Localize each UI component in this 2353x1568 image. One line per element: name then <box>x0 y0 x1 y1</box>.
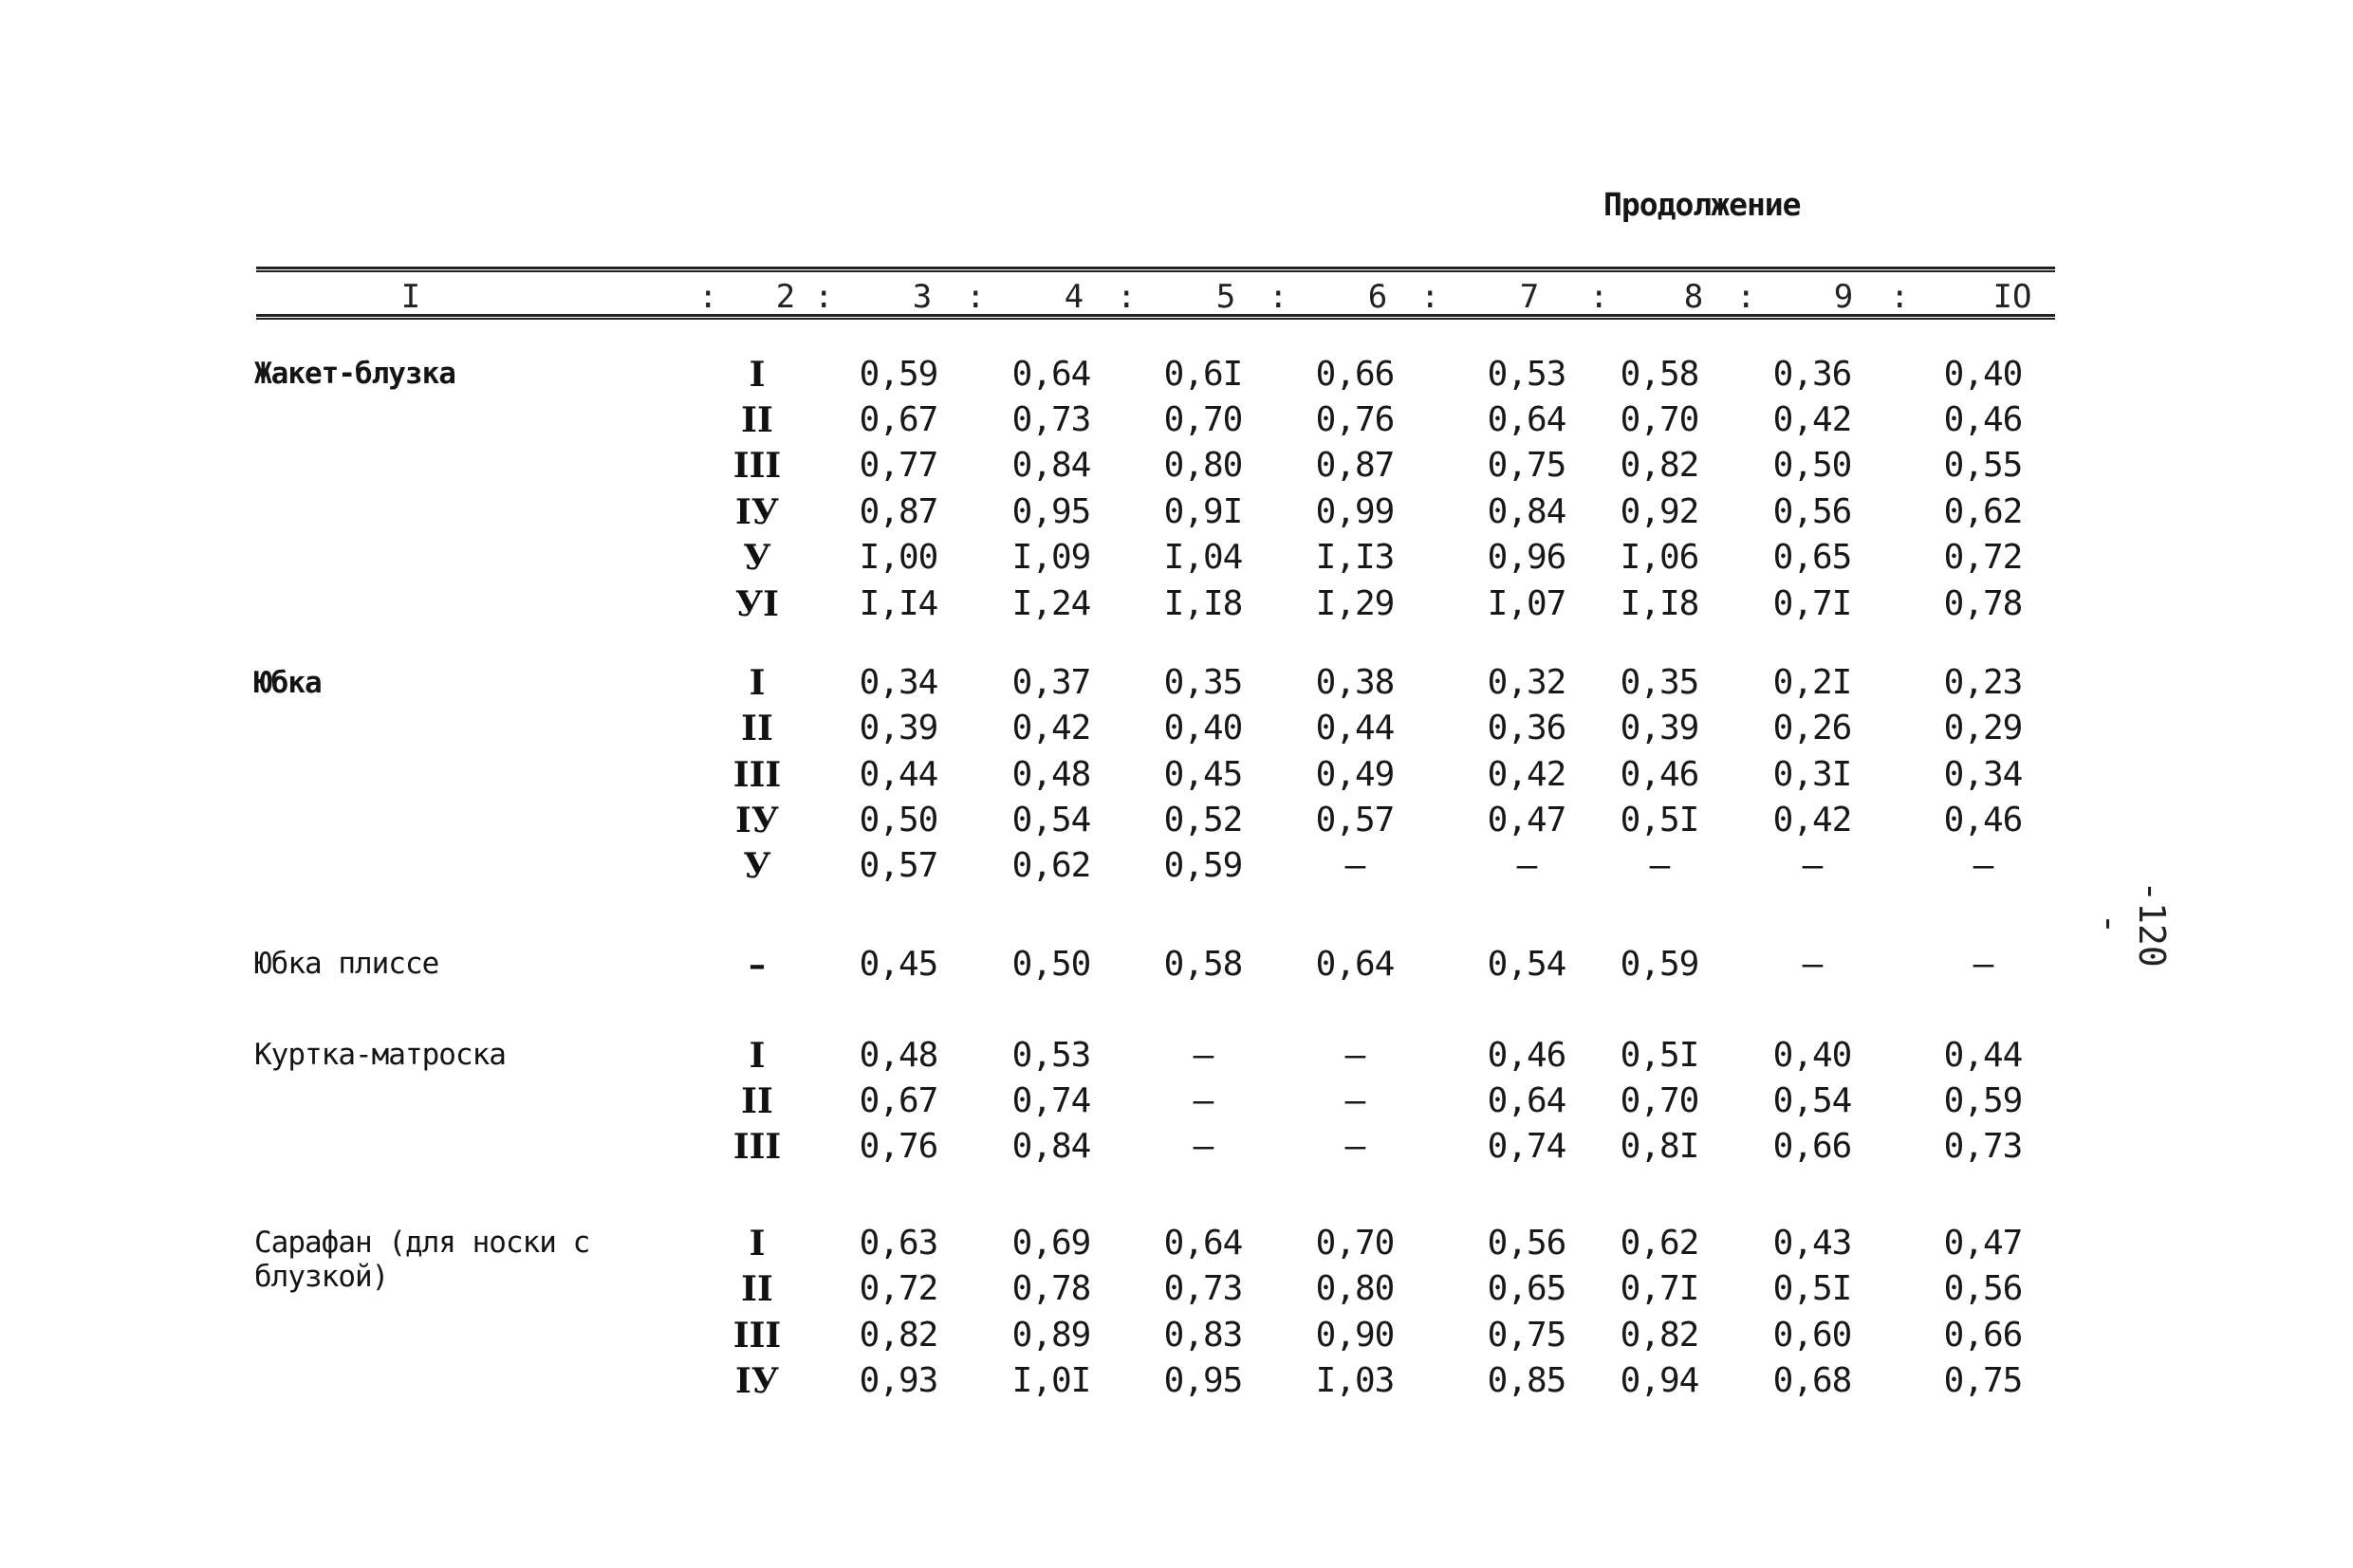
value-cell: 0,83 <box>1163 1316 1243 1355</box>
value-cell: 0,44 <box>859 755 938 794</box>
value-cell: 0,36 <box>1772 355 1852 394</box>
size-cell: II <box>741 709 773 748</box>
size-cell: III <box>732 1316 782 1356</box>
row-group-label: Юбка плиссе <box>254 947 439 981</box>
value-cell: 0,87 <box>1315 446 1395 485</box>
value-cell: – <box>1193 1081 1214 1120</box>
size-cell: III <box>732 446 782 486</box>
value-cell: 0,29 <box>1943 709 2023 747</box>
size-cell: III <box>732 755 782 795</box>
value-cell: 0,64 <box>1487 1081 1566 1120</box>
value-cell: 0,53 <box>1487 355 1566 394</box>
value-cell: I,0I <box>1011 1361 1091 1400</box>
value-cell: 0,54 <box>1772 1081 1852 1120</box>
value-cell: 0,87 <box>859 492 938 531</box>
column-header-7: 7 <box>1519 278 1540 316</box>
value-cell: – <box>1344 1127 1365 1166</box>
column-header-4: 4 <box>1064 278 1084 316</box>
value-cell: – <box>1802 846 1823 885</box>
value-cell: 0,65 <box>1487 1269 1566 1308</box>
value-cell: I,09 <box>1011 538 1091 577</box>
value-cell: 0,46 <box>1943 801 2023 839</box>
value-cell: 0,5I <box>1620 1036 1699 1075</box>
continued-heading: Продолжение <box>1603 186 1801 223</box>
size-cell: II <box>741 1269 773 1309</box>
value-cell: – <box>1193 1036 1214 1075</box>
value-cell: 0,45 <box>1163 755 1243 794</box>
value-cell: – <box>1344 1036 1365 1075</box>
column-separator: : <box>1890 278 1910 316</box>
column-header-9: 9 <box>1833 278 1854 316</box>
column-separator: : <box>814 278 834 316</box>
value-cell: 0,47 <box>1487 801 1566 839</box>
value-cell: 0,40 <box>1163 709 1243 747</box>
value-cell: 0,3I <box>1772 755 1852 794</box>
value-cell: 0,74 <box>1487 1127 1566 1166</box>
value-cell: 0,70 <box>1315 1224 1395 1263</box>
value-cell: 0,7I <box>1772 584 1852 623</box>
value-cell: 0,59 <box>1620 945 1699 984</box>
value-cell: 0,39 <box>859 709 938 747</box>
value-cell: 0,44 <box>1943 1036 2023 1075</box>
value-cell: 0,59 <box>1943 1081 2023 1120</box>
header-bottom-rule <box>256 314 2055 317</box>
value-cell: 0,67 <box>859 1081 938 1120</box>
value-cell: 0,44 <box>1315 709 1395 747</box>
value-cell: 0,80 <box>1315 1269 1395 1308</box>
value-cell: 0,64 <box>1011 355 1091 394</box>
value-cell: 0,48 <box>1011 755 1091 794</box>
value-cell: 0,75 <box>1943 1361 2023 1400</box>
value-cell: 0,70 <box>1163 400 1243 439</box>
header-bottom-rule-inner <box>256 318 2055 320</box>
value-cell: 0,63 <box>859 1224 938 1263</box>
value-cell: 0,57 <box>859 846 938 885</box>
value-cell: 0,35 <box>1163 663 1243 702</box>
value-cell: – <box>1193 1127 1214 1166</box>
value-cell: 0,82 <box>1620 446 1699 485</box>
value-cell: 0,72 <box>859 1269 938 1308</box>
size-cell: I <box>749 1036 766 1076</box>
size-cell: IУ <box>734 492 780 532</box>
value-cell: 0,34 <box>1943 755 2023 794</box>
value-cell: 0,82 <box>859 1316 938 1355</box>
value-cell: 0,90 <box>1315 1316 1395 1355</box>
value-cell: 0,96 <box>1487 538 1566 577</box>
row-group-label: Сарафан (для носки с блузкой) <box>254 1226 590 1294</box>
value-cell: 0,73 <box>1163 1269 1243 1308</box>
value-cell: 0,50 <box>859 801 938 839</box>
value-cell: I,I8 <box>1620 584 1699 623</box>
column-separator: : <box>1420 278 1440 316</box>
value-cell: 0,89 <box>1011 1316 1091 1355</box>
value-cell: 0,84 <box>1487 492 1566 531</box>
value-cell: 0,37 <box>1011 663 1091 702</box>
value-cell: – <box>1973 945 1993 984</box>
size-cell: У <box>743 846 771 886</box>
value-cell: – <box>1802 945 1823 984</box>
value-cell: 0,50 <box>1772 446 1852 485</box>
value-cell: 0,6I <box>1163 355 1243 394</box>
value-cell: 0,66 <box>1772 1127 1852 1166</box>
value-cell: 0,9I <box>1163 492 1243 531</box>
column-separator: : <box>1736 278 1756 316</box>
header-top-rule <box>256 267 2055 269</box>
value-cell: 0,38 <box>1315 663 1395 702</box>
value-cell: – <box>1344 846 1365 885</box>
value-cell: 0,5I <box>1772 1269 1852 1308</box>
column-header-3: 3 <box>912 278 933 316</box>
value-cell: 0,57 <box>1315 801 1395 839</box>
value-cell: 0,49 <box>1315 755 1395 794</box>
value-cell: 0,94 <box>1620 1361 1699 1400</box>
column-header-2: 2 <box>775 278 796 316</box>
value-cell: 0,43 <box>1772 1224 1852 1263</box>
value-cell: 0,59 <box>1163 846 1243 885</box>
value-cell: 0,68 <box>1772 1361 1852 1400</box>
value-cell: 0,56 <box>1943 1269 2023 1308</box>
value-cell: 0,66 <box>1943 1316 2023 1355</box>
value-cell: 0,23 <box>1943 663 2023 702</box>
value-cell: 0,54 <box>1011 801 1091 839</box>
value-cell: 0,58 <box>1163 945 1243 984</box>
value-cell: 0,53 <box>1011 1036 1091 1075</box>
value-cell: I,I8 <box>1163 584 1243 623</box>
value-cell: 0,7I <box>1620 1269 1699 1308</box>
value-cell: 0,40 <box>1943 355 2023 394</box>
column-header-8: 8 <box>1683 278 1704 316</box>
value-cell: 0,8I <box>1620 1127 1699 1166</box>
value-cell: 0,85 <box>1487 1361 1566 1400</box>
value-cell: 0,64 <box>1315 945 1395 984</box>
value-cell: I,06 <box>1620 538 1699 577</box>
value-cell: 0,46 <box>1487 1036 1566 1075</box>
size-cell: I <box>749 1224 766 1264</box>
value-cell: 0,47 <box>1943 1224 2023 1263</box>
value-cell: 0,34 <box>859 663 938 702</box>
value-cell: 0,59 <box>859 355 938 394</box>
value-cell: I,I3 <box>1315 538 1395 577</box>
column-separator: : <box>1589 278 1609 316</box>
value-cell: 0,64 <box>1487 400 1566 439</box>
column-separator: : <box>698 278 718 316</box>
header-top-rule-inner <box>256 270 2055 272</box>
value-cell: 0,42 <box>1772 400 1852 439</box>
value-cell: 0,82 <box>1620 1316 1699 1355</box>
value-cell: 0,35 <box>1620 663 1699 702</box>
value-cell: 0,69 <box>1011 1224 1091 1263</box>
size-cell: У <box>743 538 771 578</box>
value-cell: 0,95 <box>1011 492 1091 531</box>
column-header-6: 6 <box>1367 278 1388 316</box>
value-cell: 0,95 <box>1163 1361 1243 1400</box>
size-cell: I <box>749 355 766 395</box>
value-cell: 0,76 <box>1315 400 1395 439</box>
value-cell: 0,73 <box>1011 400 1091 439</box>
value-cell: 0,92 <box>1620 492 1699 531</box>
value-cell: 0,73 <box>1943 1127 2023 1166</box>
column-header-5: 5 <box>1215 278 1236 316</box>
value-cell: 0,50 <box>1011 945 1091 984</box>
value-cell: I,03 <box>1315 1361 1395 1400</box>
value-cell: 0,48 <box>859 1036 938 1075</box>
value-cell: I,07 <box>1487 584 1566 623</box>
value-cell: 0,5I <box>1620 801 1699 839</box>
value-cell: – <box>1344 1081 1365 1120</box>
value-cell: I,00 <box>859 538 938 577</box>
value-cell: 0,77 <box>859 446 938 485</box>
column-header-10: IO <box>1992 278 2032 316</box>
value-cell: 0,80 <box>1163 446 1243 485</box>
value-cell: 0,84 <box>1011 446 1091 485</box>
size-cell: II <box>741 1081 773 1121</box>
value-cell: 0,2I <box>1772 663 1852 702</box>
size-cell: III <box>732 1127 782 1167</box>
value-cell: 0,39 <box>1620 709 1699 747</box>
size-cell: IУ <box>734 801 780 840</box>
column-separator: : <box>966 278 986 316</box>
value-cell: 0,52 <box>1163 801 1243 839</box>
value-cell: 0,40 <box>1772 1036 1852 1075</box>
value-cell: 0,46 <box>1943 400 2023 439</box>
value-cell: 0,42 <box>1487 755 1566 794</box>
column-header-1: I <box>400 278 421 316</box>
value-cell: 0,54 <box>1487 945 1566 984</box>
value-cell: 0,74 <box>1011 1081 1091 1120</box>
value-cell: 0,99 <box>1315 492 1395 531</box>
value-cell: 0,42 <box>1772 801 1852 839</box>
value-cell: 0,58 <box>1620 355 1699 394</box>
size-cell: – <box>749 945 766 985</box>
value-cell: 0,64 <box>1163 1224 1243 1263</box>
value-cell: I,04 <box>1163 538 1243 577</box>
value-cell: 0,75 <box>1487 446 1566 485</box>
value-cell: 0,78 <box>1011 1269 1091 1308</box>
value-cell: 0,70 <box>1620 1081 1699 1120</box>
size-cell: УI <box>734 584 780 624</box>
column-separator: : <box>1117 278 1137 316</box>
value-cell: 0,36 <box>1487 709 1566 747</box>
value-cell: I,24 <box>1011 584 1091 623</box>
value-cell: 0,76 <box>859 1127 938 1166</box>
value-cell: 0,62 <box>1943 492 2023 531</box>
row-group-label: Юбка <box>254 666 322 700</box>
value-cell: 0,60 <box>1772 1316 1852 1355</box>
value-cell: 0,45 <box>859 945 938 984</box>
value-cell: 0,46 <box>1620 755 1699 794</box>
value-cell: 0,56 <box>1487 1224 1566 1263</box>
value-cell: – <box>1649 846 1670 885</box>
value-cell: 0,26 <box>1772 709 1852 747</box>
value-cell: I,I4 <box>859 584 938 623</box>
column-separator: : <box>1269 278 1288 316</box>
value-cell: – <box>1516 846 1537 885</box>
value-cell: 0,62 <box>1620 1224 1699 1263</box>
size-cell: IУ <box>734 1361 780 1401</box>
value-cell: 0,42 <box>1011 709 1091 747</box>
value-cell: 0,75 <box>1487 1316 1566 1355</box>
value-cell: 0,65 <box>1772 538 1852 577</box>
size-cell: II <box>741 400 773 440</box>
value-cell: – <box>1973 846 1993 885</box>
size-cell: I <box>749 663 766 703</box>
value-cell: 0,93 <box>859 1361 938 1400</box>
value-cell: 0,56 <box>1772 492 1852 531</box>
value-cell: 0,84 <box>1011 1127 1091 1166</box>
value-cell: 0,67 <box>859 400 938 439</box>
page-number: -120 - <box>2089 880 2173 968</box>
value-cell: 0,32 <box>1487 663 1566 702</box>
value-cell: 0,78 <box>1943 584 2023 623</box>
row-group-label: Жакет-блузка <box>254 357 455 391</box>
row-group-label: Куртка-матроска <box>254 1038 506 1072</box>
value-cell: 0,72 <box>1943 538 2023 577</box>
value-cell: 0,66 <box>1315 355 1395 394</box>
value-cell: 0,62 <box>1011 846 1091 885</box>
value-cell: I,29 <box>1315 584 1395 623</box>
value-cell: 0,70 <box>1620 400 1699 439</box>
value-cell: 0,55 <box>1943 446 2023 485</box>
